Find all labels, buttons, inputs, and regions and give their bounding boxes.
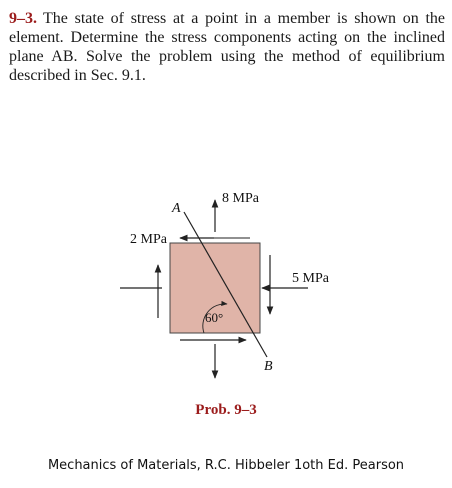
- problem-number: 9–3.: [9, 10, 37, 27]
- stress-right-label: 5 MPa: [292, 271, 329, 286]
- angle-label: 60°: [205, 310, 224, 325]
- figure-caption: Prob. 9–3: [195, 402, 257, 418]
- stress-left-label: 2 MPa: [130, 232, 167, 247]
- source-credit: Mechanics of Materials, R.C. Hibbeler 1oth Ed. Pearson: [47, 458, 405, 473]
- stress-top-label: 8 MPa: [222, 191, 259, 206]
- problem-text: The state of stress at a point in a member is shown on the element. Determine the stress components acting on the inclined plane AB. Solve the problem using the method of equilibrium described in Sec. 9.1.: [9, 10, 445, 84]
- label-b: B: [264, 359, 273, 374]
- label-a: A: [172, 201, 181, 216]
